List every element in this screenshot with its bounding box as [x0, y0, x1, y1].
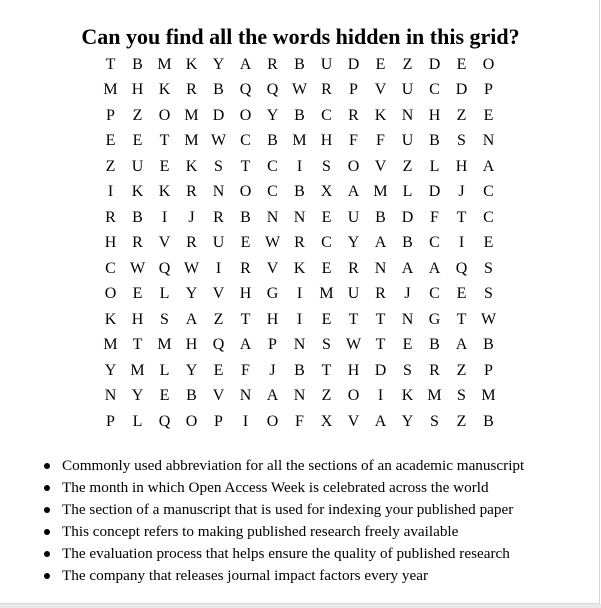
grid-letter[interactable]: Y	[401, 412, 414, 430]
grid-letter[interactable]: S	[322, 157, 331, 175]
grid-letter[interactable]: E	[321, 259, 332, 277]
grid-letter[interactable]: O	[158, 106, 171, 124]
grid-letter[interactable]: G	[266, 285, 279, 303]
grid-letter[interactable]: K	[104, 310, 117, 328]
grid-letter[interactable]: S	[214, 157, 223, 175]
grid-row	[97, 129, 502, 155]
grid-letter[interactable]: H	[428, 106, 441, 124]
grid-letter[interactable]: M	[373, 183, 388, 201]
grid-letter[interactable]: J	[458, 183, 465, 201]
grid-letter[interactable]: A	[374, 234, 387, 252]
grid-row	[97, 154, 502, 180]
grid-letter[interactable]: E	[159, 157, 170, 175]
grid-row	[97, 256, 502, 282]
grid-letter[interactable]: C	[429, 81, 440, 99]
grid-letter[interactable]: O	[239, 106, 252, 124]
grid-letter[interactable]: P	[214, 412, 223, 430]
clue-item	[62, 477, 601, 499]
grid-letter[interactable]: R	[267, 55, 278, 73]
grid-letter[interactable]: M	[427, 387, 442, 405]
grid-letter[interactable]: C	[483, 208, 494, 226]
grid-letter[interactable]: J	[404, 285, 411, 303]
grid-letter[interactable]: V	[158, 234, 171, 252]
grid-letter[interactable]: R	[321, 81, 332, 99]
clue-item	[62, 455, 601, 477]
grid-letter[interactable]: Z	[456, 106, 467, 124]
grid-letter[interactable]: A	[455, 336, 468, 354]
grid-letter[interactable]: O	[239, 183, 252, 201]
grid-letter[interactable]: Z	[132, 106, 143, 124]
grid-letter[interactable]: F	[295, 412, 304, 430]
grid-letter[interactable]: N	[212, 183, 225, 201]
grid-letter[interactable]: D	[212, 106, 225, 124]
grid-letter[interactable]: E	[483, 234, 494, 252]
grid-letter[interactable]: C	[321, 234, 332, 252]
grid-letter[interactable]: U	[131, 157, 144, 175]
grid-letter[interactable]: E	[105, 132, 116, 150]
grid-letter[interactable]: G	[428, 310, 441, 328]
grid-letter[interactable]: B	[294, 361, 305, 379]
grid-letter[interactable]: N	[482, 132, 495, 150]
grid-letter[interactable]: Z	[456, 361, 467, 379]
grid-letter[interactable]: P	[484, 361, 493, 379]
grid-letter[interactable]: B	[213, 81, 224, 99]
grid-letter[interactable]: B	[294, 55, 305, 73]
clue-text: The section of a manuscript that is used for indexing your published paper	[62, 501, 514, 518]
grid-letter[interactable]: T	[132, 336, 143, 354]
grid-letter[interactable]: Z	[402, 55, 413, 73]
grid-letter[interactable]: R	[186, 234, 197, 252]
grid-letter[interactable]: Z	[213, 310, 224, 328]
grid-letter[interactable]: Z	[105, 157, 116, 175]
grid-letter[interactable]: M	[157, 55, 172, 73]
grid-letter[interactable]: S	[430, 412, 439, 430]
grid-letter[interactable]: N	[401, 106, 414, 124]
grid-letter[interactable]: U	[401, 132, 414, 150]
grid-letter[interactable]: N	[401, 310, 414, 328]
clue-text: The month in which Open Access Week is celebrated across the world	[62, 479, 489, 496]
grid-letter[interactable]: B	[132, 208, 143, 226]
grid-letter[interactable]: I	[242, 412, 249, 430]
bullet-icon	[44, 463, 50, 469]
grid-letter[interactable]: Z	[321, 387, 332, 405]
grid-letter[interactable]: M	[319, 285, 334, 303]
grid-letter[interactable]: B	[294, 106, 305, 124]
grid-letter[interactable]: F	[376, 132, 385, 150]
grid-letter[interactable]: R	[429, 361, 440, 379]
grid-letter[interactable]: K	[401, 387, 414, 405]
grid-letter[interactable]: R	[186, 81, 197, 99]
grid-letter[interactable]: H	[347, 361, 360, 379]
grid-letter[interactable]: M	[103, 81, 118, 99]
grid-letter[interactable]: Y	[347, 234, 360, 252]
grid-letter[interactable]: R	[186, 183, 197, 201]
grid-letter[interactable]: E	[240, 234, 251, 252]
grid-letter[interactable]: U	[320, 55, 333, 73]
grid-letter[interactable]: Q	[158, 259, 171, 277]
grid-letter[interactable]: F	[349, 132, 358, 150]
grid-letter[interactable]: N	[374, 259, 387, 277]
grid-letter[interactable]: T	[321, 361, 332, 379]
grid-letter[interactable]: S	[484, 259, 493, 277]
grid-letter[interactable]: O	[347, 387, 360, 405]
grid-letter[interactable]: R	[240, 259, 251, 277]
grid-letter[interactable]: U	[347, 208, 360, 226]
grid-letter[interactable]: E	[132, 285, 143, 303]
grid-letter[interactable]: T	[375, 310, 386, 328]
grid-row	[97, 358, 502, 384]
clue-item	[62, 499, 601, 521]
grid-letter[interactable]: A	[347, 183, 360, 201]
grid-letter[interactable]: Q	[158, 412, 171, 430]
grid-letter[interactable]: P	[106, 106, 115, 124]
grid-letter[interactable]: W	[183, 259, 200, 277]
clue-text: The evaluation process that helps ensure the quality of published research	[62, 545, 510, 562]
grid-letter[interactable]: E	[456, 285, 467, 303]
grid-letter[interactable]: H	[104, 234, 117, 252]
grid-letter[interactable]: A	[239, 55, 252, 73]
grid-letter[interactable]: Y	[185, 285, 198, 303]
grid-letter[interactable]: Y	[185, 361, 198, 379]
grid-letter[interactable]: S	[160, 310, 169, 328]
grid-letter[interactable]: R	[132, 234, 143, 252]
bullet-icon	[44, 485, 50, 491]
grid-letter[interactable]: H	[239, 285, 252, 303]
grid-letter[interactable]: L	[159, 285, 170, 303]
grid-letter[interactable]: K	[131, 183, 144, 201]
grid-row	[97, 282, 502, 308]
grid-letter[interactable]: X	[320, 412, 333, 430]
grid-letter[interactable]: P	[484, 81, 493, 99]
grid-letter[interactable]: N	[266, 208, 279, 226]
grid-letter[interactable]: I	[377, 387, 384, 405]
grid-letter[interactable]: V	[347, 412, 360, 430]
grid-letter[interactable]: O	[482, 55, 495, 73]
grid-letter[interactable]: C	[483, 183, 494, 201]
grid-letter[interactable]: S	[322, 336, 331, 354]
grid-letter[interactable]: H	[131, 81, 144, 99]
grid-letter[interactable]: A	[482, 157, 495, 175]
grid-letter[interactable]: Q	[455, 259, 468, 277]
grid-letter[interactable]: E	[213, 361, 224, 379]
grid-letter[interactable]: F	[241, 361, 250, 379]
grid-letter[interactable]: A	[266, 387, 279, 405]
grid-letter[interactable]: Q	[212, 336, 225, 354]
grid-letter[interactable]: O	[266, 412, 279, 430]
grid-letter[interactable]: C	[267, 157, 278, 175]
bullet-icon	[44, 529, 50, 535]
grid-letter[interactable]: I	[458, 234, 465, 252]
grid-letter[interactable]: T	[348, 310, 359, 328]
grid-letter[interactable]: S	[484, 285, 493, 303]
grid-letter[interactable]: U	[347, 285, 360, 303]
grid-letter[interactable]: W	[210, 132, 227, 150]
grid-letter[interactable]: O	[104, 285, 117, 303]
grid-letter[interactable]: B	[132, 55, 143, 73]
grid-letter[interactable]: N	[293, 387, 306, 405]
grid-letter[interactable]: N	[104, 387, 117, 405]
grid-letter[interactable]: F	[430, 208, 439, 226]
clue-text: This concept refers to making published research freely available	[62, 523, 459, 540]
grid-letter[interactable]: M	[292, 132, 307, 150]
grid-letter[interactable]: W	[291, 81, 308, 99]
grid-letter[interactable]: C	[429, 234, 440, 252]
page-title: Can you find all the words hidden in this grid?	[81, 23, 520, 49]
clue-item	[62, 543, 601, 565]
grid-letter[interactable]: Z	[402, 157, 413, 175]
grid-letter[interactable]: D	[428, 55, 441, 73]
grid-letter[interactable]: V	[374, 157, 387, 175]
grid-letter[interactable]: M	[157, 336, 172, 354]
grid-letter[interactable]: W	[129, 259, 146, 277]
grid-letter[interactable]: D	[455, 81, 468, 99]
grid-letter[interactable]: H	[266, 310, 279, 328]
grid-letter[interactable]: T	[240, 157, 251, 175]
grid-letter[interactable]: U	[401, 81, 414, 99]
grid-row	[97, 333, 502, 359]
clue-text: The company that releases journal impact factors every year	[62, 567, 429, 584]
grid-letter[interactable]: T	[159, 132, 170, 150]
bottom-scroll-edge	[0, 604, 601, 608]
grid-letter[interactable]: K	[374, 106, 387, 124]
grid-letter[interactable]: Z	[456, 412, 467, 430]
grid-letter[interactable]: T	[456, 310, 467, 328]
grid-letter[interactable]: V	[212, 285, 225, 303]
grid-letter[interactable]: D	[401, 208, 414, 226]
grid-letter[interactable]: D	[428, 183, 441, 201]
grid-letter[interactable]: H	[131, 310, 144, 328]
grid-letter[interactable]: K	[185, 157, 198, 175]
grid-letter[interactable]: J	[188, 208, 195, 226]
grid-letter[interactable]: Y	[212, 55, 225, 73]
grid-letter[interactable]: A	[185, 310, 198, 328]
grid-letter[interactable]: I	[296, 285, 303, 303]
grid-row	[97, 52, 502, 78]
clue-list	[40, 455, 601, 587]
grid-letter[interactable]: R	[105, 208, 116, 226]
grid-letter[interactable]: W	[264, 234, 281, 252]
grid-letter[interactable]: J	[269, 361, 276, 379]
grid-letter[interactable]: I	[107, 183, 114, 201]
grid-letter[interactable]: I	[296, 157, 303, 175]
grid-letter[interactable]: E	[159, 387, 170, 405]
grid-letter[interactable]: U	[212, 234, 225, 252]
grid-letter[interactable]: B	[429, 132, 440, 150]
grid-letter[interactable]: C	[267, 183, 278, 201]
grid-letter[interactable]: H	[455, 157, 468, 175]
grid-letter[interactable]: V	[212, 387, 225, 405]
grid-letter[interactable]: L	[159, 361, 170, 379]
grid-letter[interactable]: E	[456, 55, 467, 73]
grid-letter[interactable]: E	[402, 336, 413, 354]
grid-letter[interactable]: M	[184, 132, 199, 150]
grid-letter[interactable]: E	[132, 132, 143, 150]
grid-letter[interactable]: B	[483, 336, 494, 354]
grid-letter[interactable]: C	[429, 285, 440, 303]
grid-letter[interactable]: D	[374, 361, 387, 379]
grid-letter[interactable]: N	[239, 387, 252, 405]
grid-letter[interactable]: K	[158, 81, 171, 99]
grid-row	[97, 384, 502, 410]
grid-letter[interactable]: M	[184, 106, 199, 124]
grid-letter[interactable]: O	[347, 157, 360, 175]
grid-letter[interactable]: D	[347, 55, 360, 73]
grid-letter[interactable]: K	[185, 55, 198, 73]
grid-letter[interactable]: Q	[239, 81, 252, 99]
grid-letter[interactable]: H	[320, 132, 333, 150]
grid-letter[interactable]: O	[185, 412, 198, 430]
grid-letter[interactable]: A	[428, 259, 441, 277]
grid-row	[97, 205, 502, 231]
grid-letter[interactable]: S	[403, 361, 412, 379]
grid-row	[97, 231, 502, 257]
grid-row	[97, 103, 502, 129]
bullet-icon	[44, 507, 50, 513]
grid-letter[interactable]: E	[321, 208, 332, 226]
word-search-grid[interactable]	[97, 52, 502, 434]
clue-item	[62, 521, 601, 543]
grid-letter[interactable]: A	[239, 336, 252, 354]
grid-letter[interactable]: B	[186, 387, 197, 405]
grid-letter[interactable]: C	[240, 132, 251, 150]
grid-letter[interactable]: B	[267, 132, 278, 150]
grid-letter[interactable]: B	[402, 234, 413, 252]
grid-letter[interactable]: M	[130, 361, 145, 379]
clue-text: Commonly used abbreviation for all the sections of an academic manuscript	[62, 457, 525, 474]
grid-letter[interactable]: L	[402, 183, 413, 201]
grid-letter[interactable]: S	[457, 132, 466, 150]
grid-letter[interactable]: C	[105, 259, 116, 277]
grid-letter[interactable]: M	[103, 336, 118, 354]
grid-letter[interactable]: R	[375, 285, 386, 303]
grid-letter[interactable]: P	[106, 412, 115, 430]
grid-letter[interactable]: A	[374, 412, 387, 430]
grid-letter[interactable]: I	[296, 310, 303, 328]
grid-letter[interactable]: E	[483, 106, 494, 124]
grid-letter[interactable]: T	[105, 55, 116, 73]
grid-letter[interactable]: R	[294, 234, 305, 252]
grid-letter[interactable]: H	[185, 336, 198, 354]
grid-letter[interactable]: W	[480, 310, 497, 328]
grid-letter[interactable]: E	[375, 55, 386, 73]
grid-row	[97, 307, 502, 333]
grid-letter[interactable]: R	[213, 208, 224, 226]
grid-letter[interactable]: T	[375, 336, 386, 354]
grid-row	[97, 180, 502, 206]
grid-letter[interactable]: Q	[266, 81, 279, 99]
grid-letter[interactable]: I	[215, 259, 222, 277]
grid-letter[interactable]: K	[293, 259, 306, 277]
grid-letter[interactable]: B	[294, 183, 305, 201]
grid-letter[interactable]: V	[266, 259, 279, 277]
grid-letter[interactable]: L	[132, 412, 143, 430]
grid-letter[interactable]: K	[158, 183, 171, 201]
grid-letter[interactable]: N	[293, 336, 306, 354]
grid-letter[interactable]: B	[429, 336, 440, 354]
grid-letter[interactable]: Y	[131, 387, 144, 405]
grid-row	[97, 409, 502, 435]
grid-letter[interactable]: M	[481, 387, 496, 405]
grid-letter[interactable]: E	[321, 310, 332, 328]
grid-letter[interactable]: B	[483, 412, 494, 430]
grid-letter[interactable]: T	[456, 208, 467, 226]
grid-letter[interactable]: A	[401, 259, 414, 277]
grid-letter[interactable]: W	[345, 336, 362, 354]
grid-letter[interactable]: R	[348, 259, 359, 277]
grid-letter[interactable]: B	[375, 208, 386, 226]
grid-letter[interactable]: V	[374, 81, 387, 99]
grid-row	[97, 78, 502, 104]
grid-letter[interactable]: N	[293, 208, 306, 226]
grid-letter[interactable]: R	[348, 106, 359, 124]
clue-item	[62, 565, 601, 587]
grid-letter[interactable]: P	[349, 81, 358, 99]
grid-letter[interactable]: P	[268, 336, 277, 354]
grid-letter[interactable]: B	[240, 208, 251, 226]
grid-letter[interactable]: T	[240, 310, 251, 328]
bullet-icon	[44, 573, 50, 579]
grid-letter[interactable]: S	[457, 387, 466, 405]
bullet-icon	[44, 551, 50, 557]
grid-letter[interactable]: X	[320, 183, 333, 201]
grid-letter[interactable]: Y	[104, 361, 117, 379]
grid-letter[interactable]: L	[429, 157, 440, 175]
grid-letter[interactable]: C	[321, 106, 332, 124]
grid-letter[interactable]: I	[161, 208, 168, 226]
grid-letter[interactable]: Y	[266, 106, 279, 124]
